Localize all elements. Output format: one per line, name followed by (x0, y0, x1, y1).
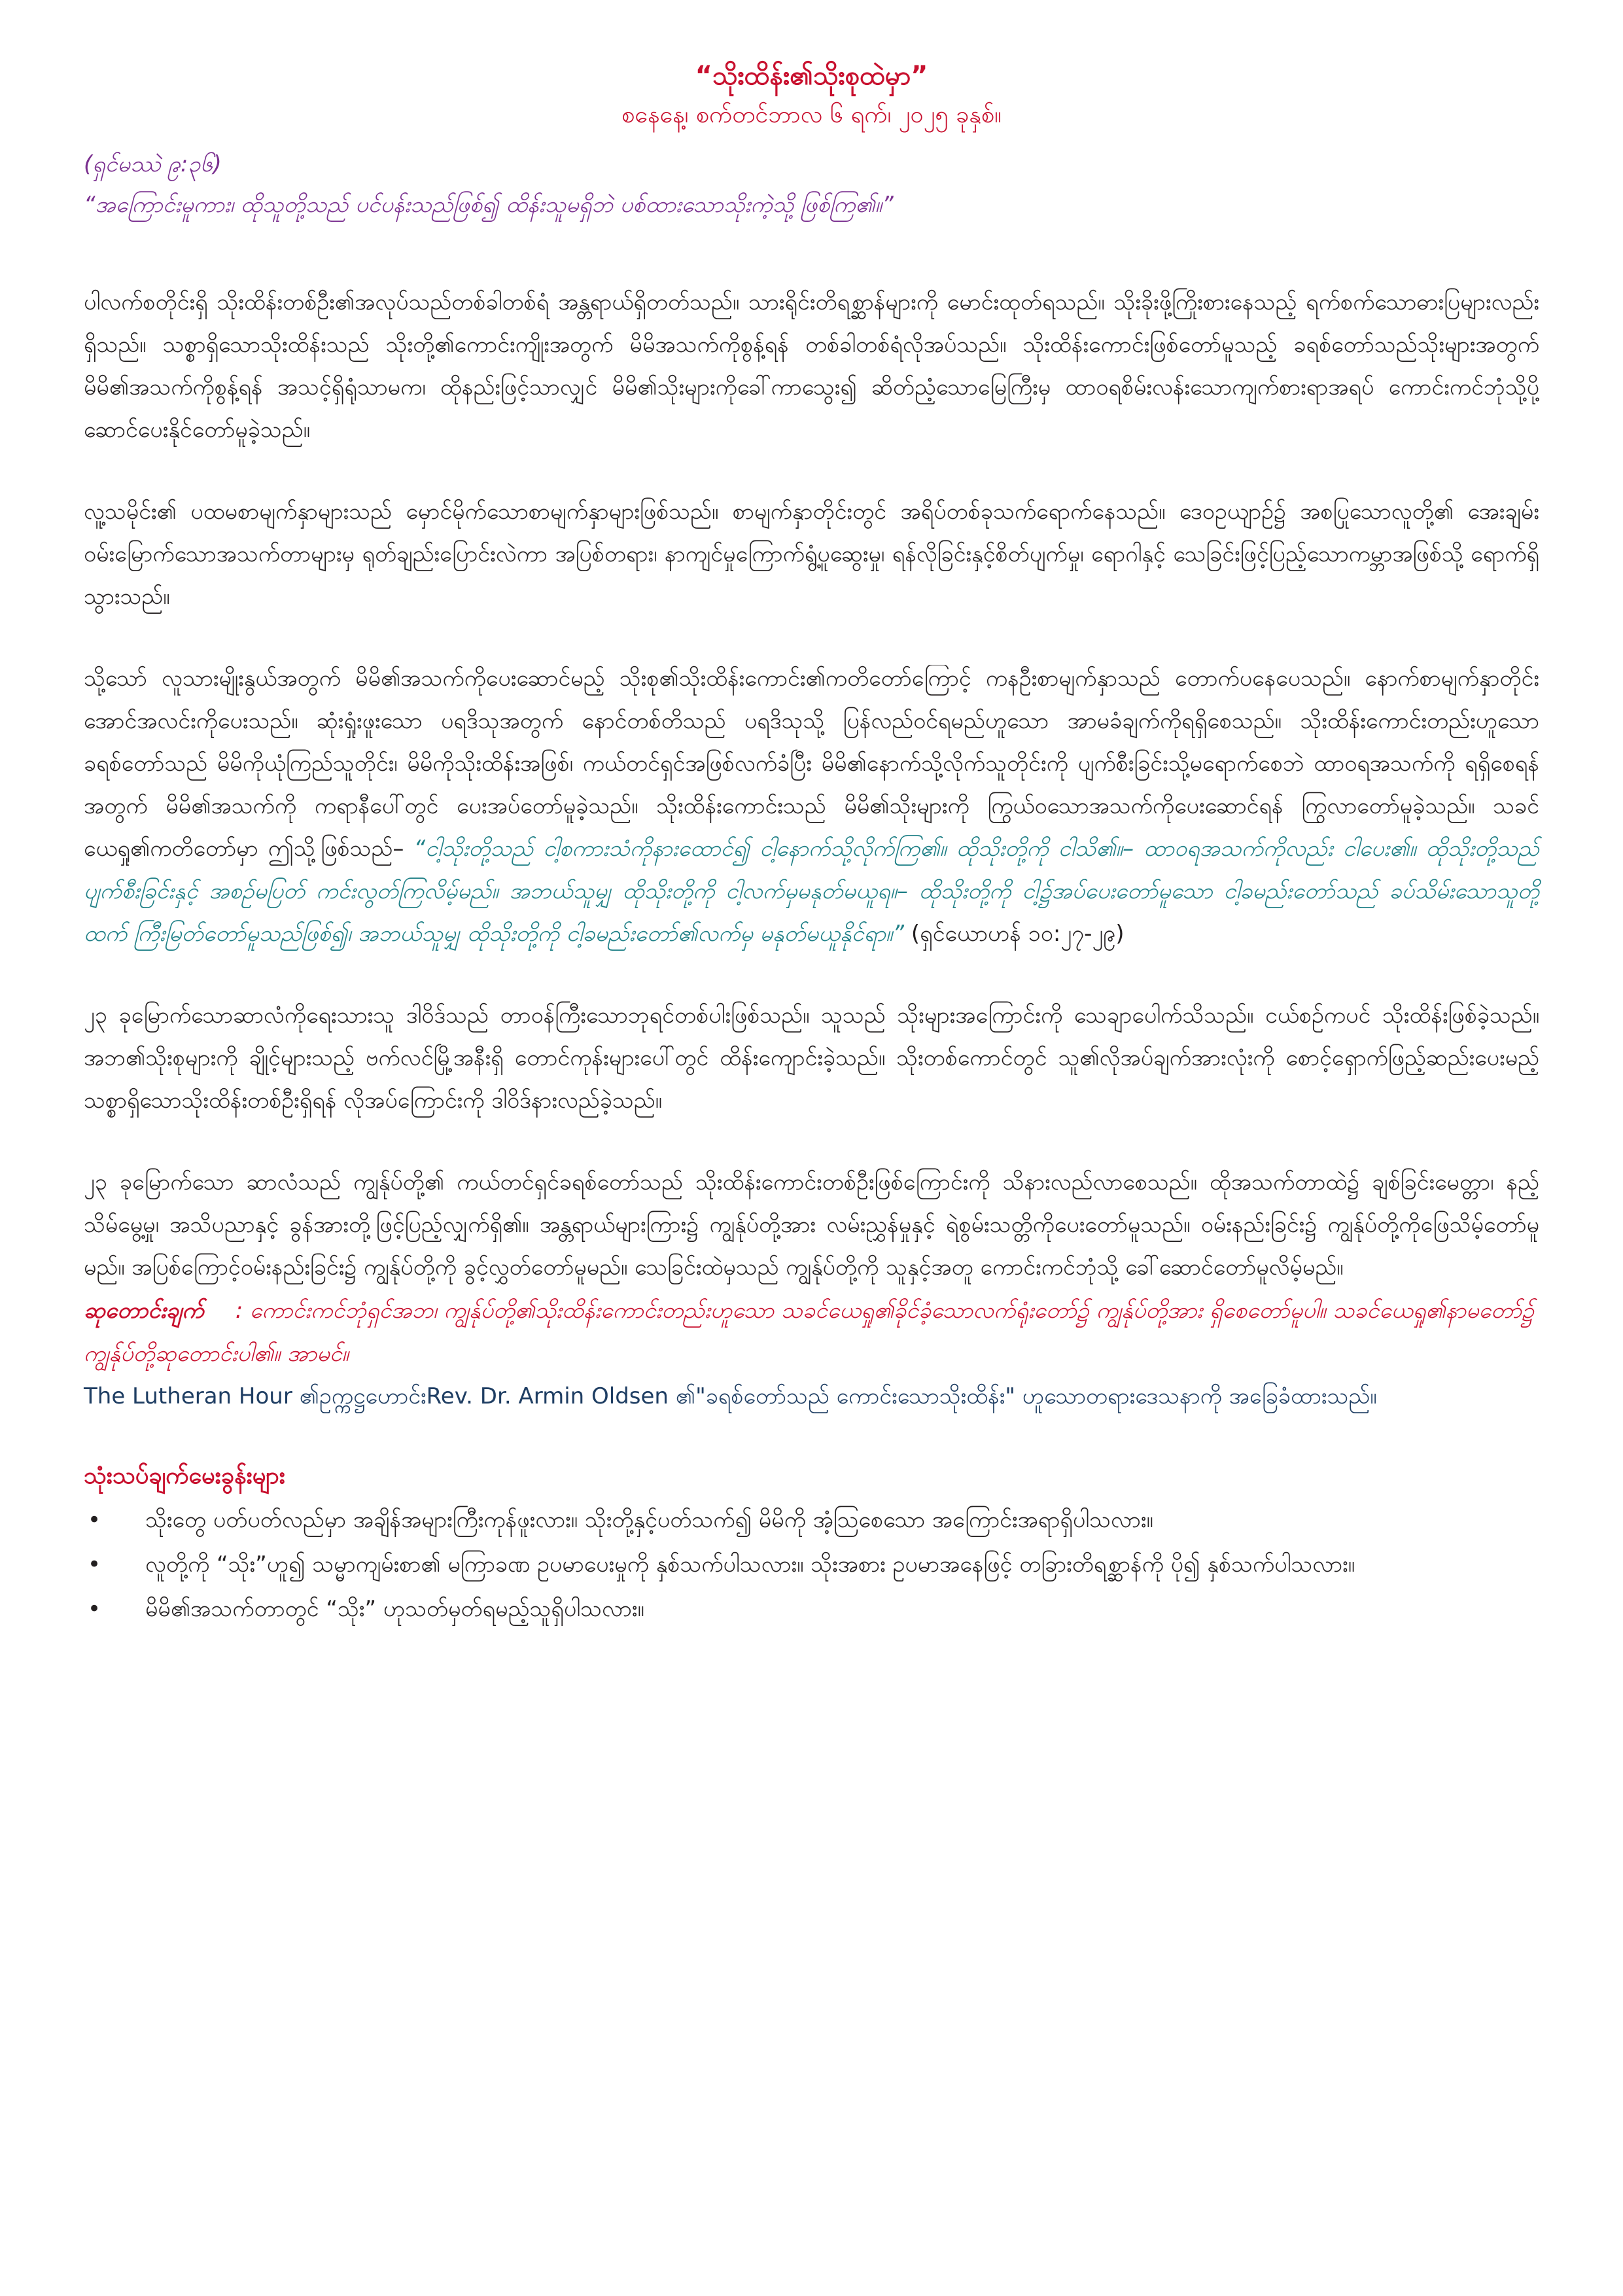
question-item (84, 1500, 1539, 1540)
devotional-page (84, 56, 1539, 1633)
question-text: လူတို့ကို “သိုး”ဟူ၍ သမ္မာကျမ်းစာ၏ မကြာခဏ ဥပမာပေးမှုကို နှစ်သက်ပါသလား။ သိုးအစား ဥပမာအနေဖြင့် တခြားတိရစ္ဆာန်ကို ပို၍ နှစ်သက်ပါသလား။ (145, 1551, 1355, 1578)
bullet-icon: • (88, 1507, 101, 1533)
prayer-block (84, 1289, 1539, 1375)
questions-heading: သုံးသပ်ချက်မေးခွန်းများ (84, 1462, 285, 1489)
questions-list (84, 1500, 1539, 1629)
body-paragraph-4: ၂၃ ခုမြောက်သောဆာလံကိုရေးသားသူ ဒါဝိဒ်သည် တာဝန်ကြီးသောဘုရင်တစ်ပါးဖြစ်သည်။ သူသည် သိုးများအကြောင်းကို သေချာပေါက်သိသည်။ ငယ်စဉ်ကပင် သိုးထိန်းဖြစ်ခဲ့သည်။ အဘ၏သိုးစုများကို ချိုင့်များသည့် ဗက်လင်မြို့အနီးရှိ တောင်ကုန်းများပေါ်တွင် ထိန်းကျောင်းခဲ့သည်။ သိုးတစ်ကောင်တွင် သူ၏လိုအပ်ချက်အားလုံးကို စောင့်ရှောက်ဖြည့်ဆည်းပေးမည့် သစ္စာရှိသောသိုးထိန်းတစ်ဦးရှိရန် လိုအပ်ကြောင်းကို ဒါဝိဒ်နားလည်ခဲ့သည်။ (84, 1002, 1539, 1114)
quote-reference: (ရှင်ယောဟန် ၁၀:၂၇-၂၉) (904, 921, 1125, 947)
prayer-text: : ကောင်းကင်ဘုံရှင်အဘ၊ ကျွန်ုပ်တို့၏သိုးထိန်းကောင်းတည်းဟူသော သခင်ယေရှု၏ခိုင်ခံ့သောလက်ရုံးတော်၌ ကျွန်ုပ်တို့အား ရှိစေတော်မူပါ။ သခင်ယေရှု၏နာမတော်၌ ကျွန်ုပ်တို့ဆုတောင်းပါ၏။ အာမင်။ (84, 1298, 1535, 1367)
question-text: သိုးတွေ ပတ်ပတ်လည်မှာ အချိန်အများကြီးကုန်ဖူးလား။ သိုးတို့နှင့်ပတ်သက်၍ မိမိကို အံ့သြစေသော အကြောင်းအရာရှိပါသလား။ (145, 1507, 1153, 1533)
body-paragraph-5: ၂၃ ခုမြောက်သော ဆာလံသည် ကျွန်ုပ်တို့၏ ကယ်တင်ရှင်ခရစ်တော်သည် သိုးထိန်းကောင်းတစ်ဦးဖြစ်ကြောင်းကို သိနားလည်လာစေသည်။ ထိုအသက်တာထဲ၌ ချစ်ခြင်းမေတ္တာ၊ နည့်သိမ်မွေ့မှု၊ အသိပညာနှင့် ခွန်အားတို့ဖြင့်ပြည့်လျှက်ရှိ၏။ အန္တရာယ်များကြား၌ ကျွန်ုပ်တို့အား လမ်းညွှန်မှုနှင့် ရဲစွမ်းသတ္တိကိုပေးတော်မူသည်။ ဝမ်းနည်းခြင်း၌ ကျွန်ုပ်တို့ကိုဖြေသိမ့်တော်မူမည်။ အပြစ်ကြောင့်ဝမ်းနည်းခြင်း၌ ကျွန်ုပ်တို့ကို ခွင့်လွှတ်တော်မူမည်။ သေခြင်းထဲမှသည် ကျွန်ုပ်တို့ကို သူနှင့်အတူ ကောင်းကင်ဘုံသို့ ခေါ်ဆောင်တော်မူလိမ့်မည်။ (84, 1169, 1539, 1280)
body-paragraph-3 (84, 658, 1539, 955)
bullet-icon: • (88, 1596, 101, 1622)
body-paragraph-1: ပါလက်စတိုင်းရှိ သိုးထိန်းတစ်ဦး၏အလုပ်သည်တစ်ခါတစ်ရံ အန္တရာယ်ရှိတတ်သည်။ သားရိုင်းတိရစ္ဆာန်များကို မောင်းထုတ်ရသည်။ သိုးခိုးဖို့ကြိုးစားနေသည့် ရက်စက်သောဓားပြများလည်းရှိသည်။ သစ္စာရှိသောသိုးထိန်းသည် သိုးတို့၏ကောင်းကျိုးအတွက် မိမိအသက်ကိုစွန့်ရန် တစ်ခါတစ်ရံလိုအပ်သည်။ သိုးထိန်းကောင်းဖြစ်တော်မူသည့် ခရစ်တော်သည်သိုးများအတွက် မိမိ၏အသက်ကိုစွန့်ရန် အသင့်ရှိရုံသာမက၊ ထိုနည်းဖြင့်သာလျှင် မိမိ၏သိုးများကိုခေါ်ကာသွေး၍ ဆိတ်ညံ့သောမြေကြီးမှ ထာဝရစိမ်းလန်းသောကျက်စားရာအရပ် ကောင်းကင်ဘုံသို့ပို့ ဆောင်ပေးနိုင်တော်မူခဲ့သည်။ (84, 289, 1539, 443)
body-paragraph-2: လူ့သမိုင်း၏ ပထမစာမျက်နှာများသည် မှောင်မိုက်သောစာမျက်နှာများဖြစ်သည်။ စာမျက်နှာတိုင်းတွင် အရိပ်တစ်ခုသက်ရောက်နေသည်။ ဒေဝဥယျာဉ်၌ အစပြုသောလူတို့၏ အေးချမ်းဝမ်းမြောက်သောအသက်တာများမှ ရုတ်ချည်းပြောင်းလဲကာ အပြစ်တရား၊ နာကျင်မှုကြောက်ရွံ့ပူဆွေးမှု၊ ရန်လိုခြင်းနှင့်စိတ်ပျက်မှု၊ ရောဂါနှင့် သေခြင်းဖြင့်ပြည့်သောကမ္ဘာအဖြစ်သို့ ရောက်ရှိသွားသည်။ (84, 499, 1539, 610)
question-item (84, 1589, 1539, 1629)
date-line: စနေနေ့၊ စက်တင်ဘာလ ၆ ရက်၊ ၂၀၂၅ ခုနှစ်။ (621, 101, 1002, 128)
sermon-credit: The Lutheran Hour ၏ဥက္ကဋ္ဌဟောင်းRev. Dr. Armin Oldsen ၏"ခရစ်တော်သည် ကောင်းသောသိုးထိန်း" ဟူသောတရားဒေသနာကို အခြေခံထားသည်။ (84, 1383, 1377, 1409)
reflection-questions (84, 1457, 1539, 1629)
bullet-icon: • (88, 1551, 101, 1578)
prayer-label: ဆုတောင်းချက် (84, 1298, 204, 1324)
jesus-promise-quote: “ငါ့သိုးတို့သည် ငါ့စကားသံကိုနားထောင်၍ ငါ့နောက်သို့လိုက်ကြ၏။ ထိုသိုးတို့ကို ငါသိ၏။– ထာဝရအသက်ကိုလည်း ငါပေး၏။ ထိုသိုးတို့သည် ပျက်စီးခြင်းနှင့် အစဉ်မပြတ် ကင်းလွတ်ကြလိမ့်မည်။ အဘယ်သူမျှ ထိုသိုးတို့ကို ငါ့လက်မှမနုတ်မယူရ။– ထိုသိုးတို့ကို ငါ့၌အပ်ပေးတော်မူသော ငါ့ခမည်းတော်သည် ခပ်သိမ်းသောသူတို့ထက် ကြီးမြတ်တော်မူသည်ဖြစ်၍၊ အဘယ်သူမျှ ထိုသိုးတို့ကို ငါ့ခမည်းတော်၏လက်မှ မနုတ်မယူနိုင်ရာ။” (84, 836, 1540, 947)
paragraph-3-text: သို့သော် လူသားမျိုးနွယ်အတွက် မိမိ၏အသက်ကိုပေးဆောင်မည့် သိုးစု၏သိုးထိန်းကောင်း၏ကတိတော်ကြောင့် ကနဦးစာမျက်နှာသည် တောက်ပနေပေသည်။ နောက်စာမျက်နှာတိုင်းအောင်အလင်းကိုပေးသည်။ ဆုံးရှုံးဖူးသော ပရဒိသုအတွက် နောင်တစ်တိသည် ပရဒိသုသို့ ပြန်လည်ဝင်ရမည်ဟူသော အာမခံချက်ကိုရရှိစေသည်။ သိုးထိန်းကောင်းတည်းဟူသော ခရစ်တော်သည် မိမိကိုယုံကြည်သူတိုင်း၊ မိမိကိုသိုးထိန်းအဖြစ်၊ ကယ်တင်ရှင်အဖြစ်လက်ခံပြီး မိမိ၏နောက်သို့လိုက်သူတိုင်းကို ပျက်စီးခြင်းသို့မရောက်စေဘဲ ထာဝရအသက်ကို ရရှိစေရန်အတွက် မိမိ၏အသက်ကို ကရာနီပေါ်တွင် ပေးအပ်တော်မူခဲ့သည်။ သိုးထိန်းကောင်းသည် မိမိ၏သိုးများကို ကြွယ်ဝသောအသက်ကိုပေးဆောင်ရန် ကြွလာတော်မူခဲ့သည်။ သခင်ယေရှု၏ကတိတော်မှာ ဤသို့ဖြစ်သည်– (84, 665, 1539, 862)
page-title: “သိုးထိန်း၏သိုးစုထဲမှာ” (695, 61, 928, 91)
question-text: မိမိ၏အသက်တာတွင် “သိုး” ဟုသတ်မှတ်ရမည့်သူရှိပါသလား။ (145, 1596, 644, 1622)
question-item (84, 1544, 1539, 1585)
scripture-reference: (ရှင်မဿဲ ၉:၃၆) (84, 151, 222, 177)
scripture-verse: “အကြောင်းမူကား၊ ထိုသူတို့သည် ပင်ပန်းသည်ဖြစ်၍ ထိန်းသူမရှိဘဲ ပစ်ထားသောသိုးကဲ့သို့ ဖြစ်ကြ၏။” (84, 192, 894, 218)
